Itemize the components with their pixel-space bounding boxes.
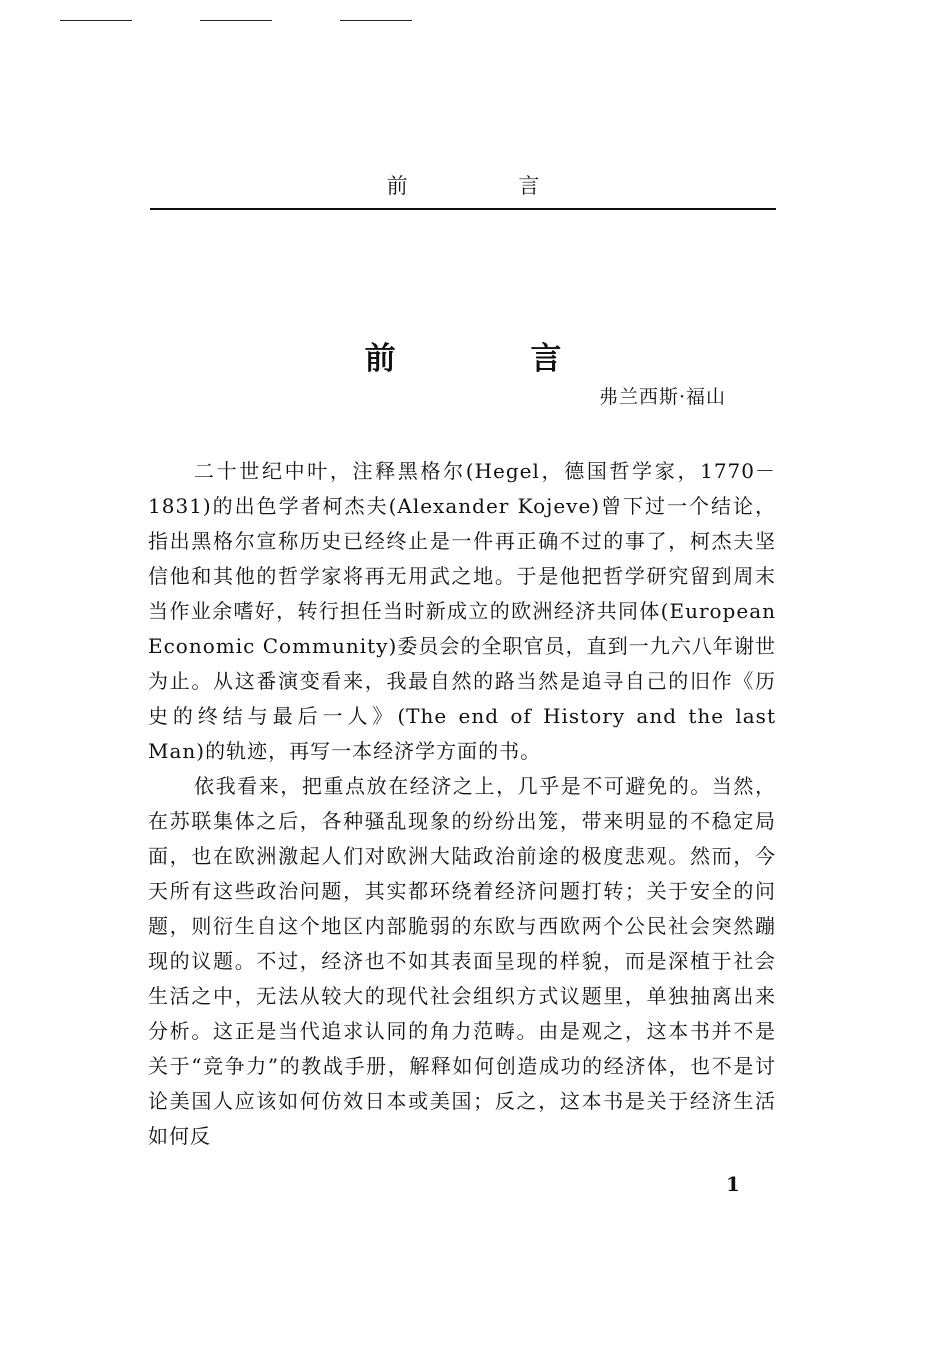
chapter-title: 前 言: [364, 341, 624, 377]
top-scan-mark: [340, 20, 412, 21]
paragraph: 二十世纪中叶，注释黑格尔(Hegel，德国哲学家，1770－1831)的出色学者柯杰夫(Alexander Kojeve)曾下过一个结论，指出黑格尔宣称历史已经终止是一件再正确不过的事了，柯杰夫坚信他和其他的哲学家将再无用武之地。于是他把哲学研究留到周末当作业余嗜好，转行担任当时新成立的欧洲经济共同体(European Economic Community)委员会的全职官员，直到一九六八年谢世为止。从这番演变看来，我最自然的路当然是追寻自己的旧作《历史的终结与最后一人》(The end of History and the last Man)的轨迹，再写一本经济学方面的书。: [148, 459, 776, 763]
running-header: 前 言: [386, 174, 592, 198]
header-rule: [150, 208, 776, 210]
top-scan-mark: [60, 20, 132, 21]
page-number: 1: [726, 1172, 740, 1196]
paragraph: 依我看来，把重点放在经济之上，几乎是不可避免的。当然，在苏联集体之后，各种骚乱现象的纷纷出笼，带来明显的不稳定局面，也在欧洲激起人们对欧洲大陆政治前途的极度悲观。然而，今天所有这些政治问题，其实都环绕着经济问题打转；关于安全的问题，则衍生自这个地区内部脆弱的东欧与西欧两个公民社会突然蹦现的议题。不过，经济也不如其表面呈现的样貌，而是深植于社会生活之中，无法从较大的现代社会组织方式议题里，单独抽离出来分析。这正是当代追求认同的角力范畴。由是观之，这本书并不是关于“竞争力”的教战手册，解释如何创造成功的经济体，也不是讨论美国人应该如何仿效日本或美国；反之，这本书是关于经济生活如何反: [148, 774, 776, 1148]
chapter-author: 弗兰西斯·福山: [598, 386, 726, 408]
body-text: [148, 454, 776, 1154]
top-scan-mark: [200, 20, 272, 21]
